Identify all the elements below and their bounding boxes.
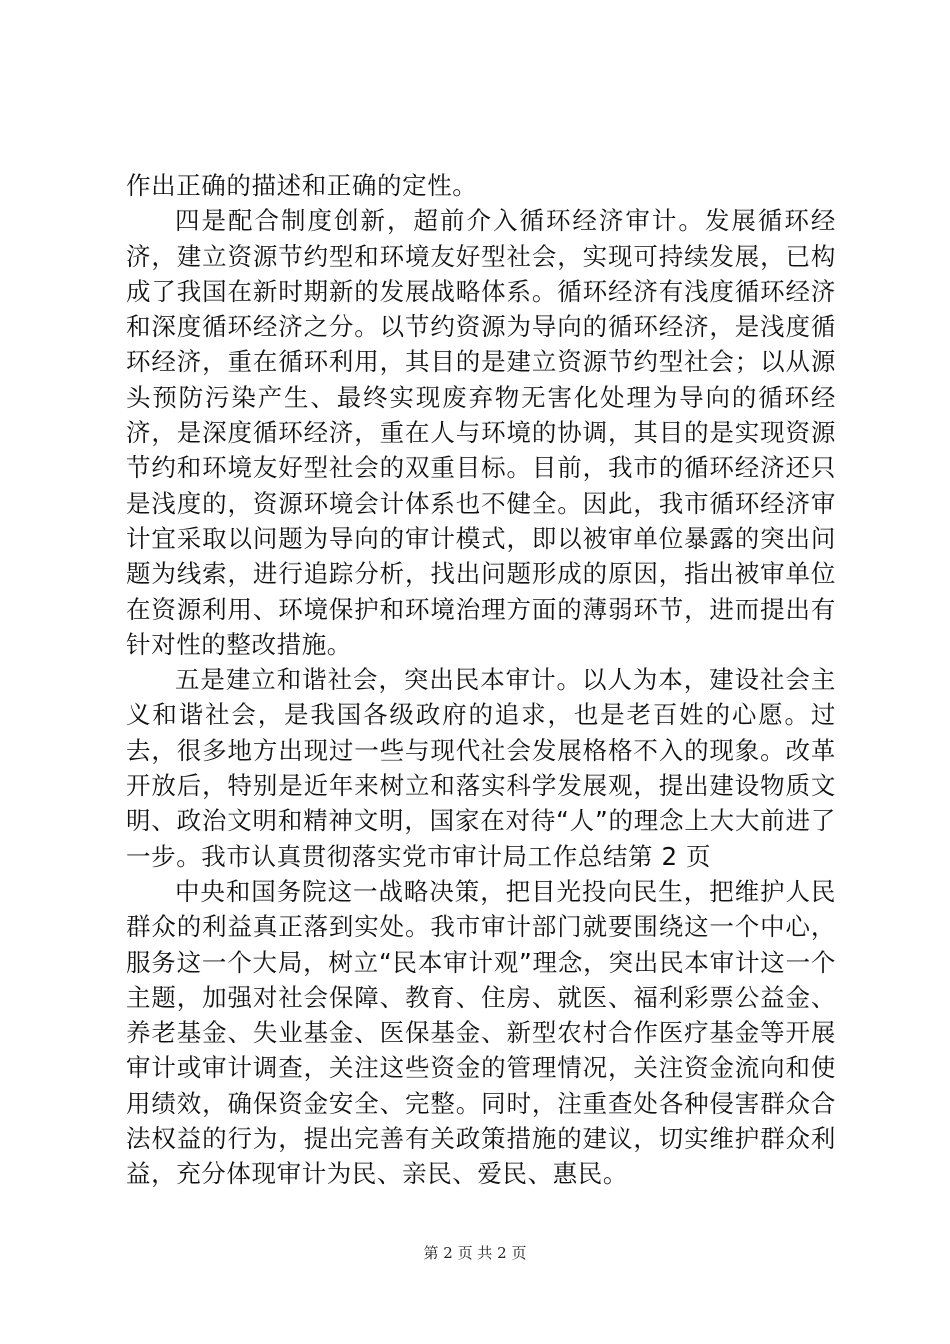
paragraph-continuation: 作出正确的描述和正确的定性。 xyxy=(126,171,478,200)
document-body xyxy=(126,168,836,1192)
paragraph-central-government-strategy: 中央和国务院这一战略决策，把目光投向民生，把维护人民群众的利益真正落到实处。我市审计部门就要围绕这一个中心，服务这一个大局，树立“民本审计观”理念，突出民本审计这一个主题，加强对社会保障、教育、住房、就医、福利彩票公益金、养老基金、失业基金、医保基金、新型农村合作医疗基金等开展审计或审计调查，关注这些资金的管理情况，关注资金流向和使用绩效，确保资金安全、完整。同时，注重查处各种侵害群众合法权益的行为，提出完善有关政策措施的建议，切实维护群众利益，充分体现审计为民、亲民、爱民、惠民。 xyxy=(126,876,836,1189)
paragraph-circular-economy-audit: 四是配合制度创新，超前介入循环经济审计。发展循环经济，建立资源节约型和环境友好型社会，实现可持续发展，已构成了我国在新时期新的发展战略体系。循环经济有浅度循环经济和深度循环经济之分。以节约资源为导向的循环经济，是浅度循环经济，重在循环利用，其目的是建立资源节约型社会；以从源头预防污染产生、最终实现废弃物无害化处理为导向的循环经济，是深度循环经济，重在人与环境的协调，其目的是实现资源节约和环境友好型社会的双重目标。目前，我市的循环经济还只是浅度的，资源环境会计体系也不健全。因此，我市循环经济审计宜采取以问题为导向的审计模式，即以被审单位暴露的突出问题为线索，进行追踪分析，找出问题形成的原因，指出被审单位在资源利用、环境保护和环境治理方面的薄弱环节，进而提出有针对性的整改措施。 xyxy=(126,206,836,659)
page-footer: 第 2 页 共 2 页 xyxy=(423,1244,527,1262)
paragraph-people-oriented-audit: 五是建立和谐社会，突出民本审计。以人为本，建设社会主义和谐社会，是我国各级政府的追求，也是老百姓的心愿。过去，很多地方出现过一些与现代社会发展格格不入的现象。改革开放后，特别是近年来树立和落实科学发展观，提出建设物质文明、政治文明和精神文明，国家在对待“人”的理念上大大前进了一步。我市认真贯彻落实党市审计局工作总结第 2 页 xyxy=(126,665,836,871)
